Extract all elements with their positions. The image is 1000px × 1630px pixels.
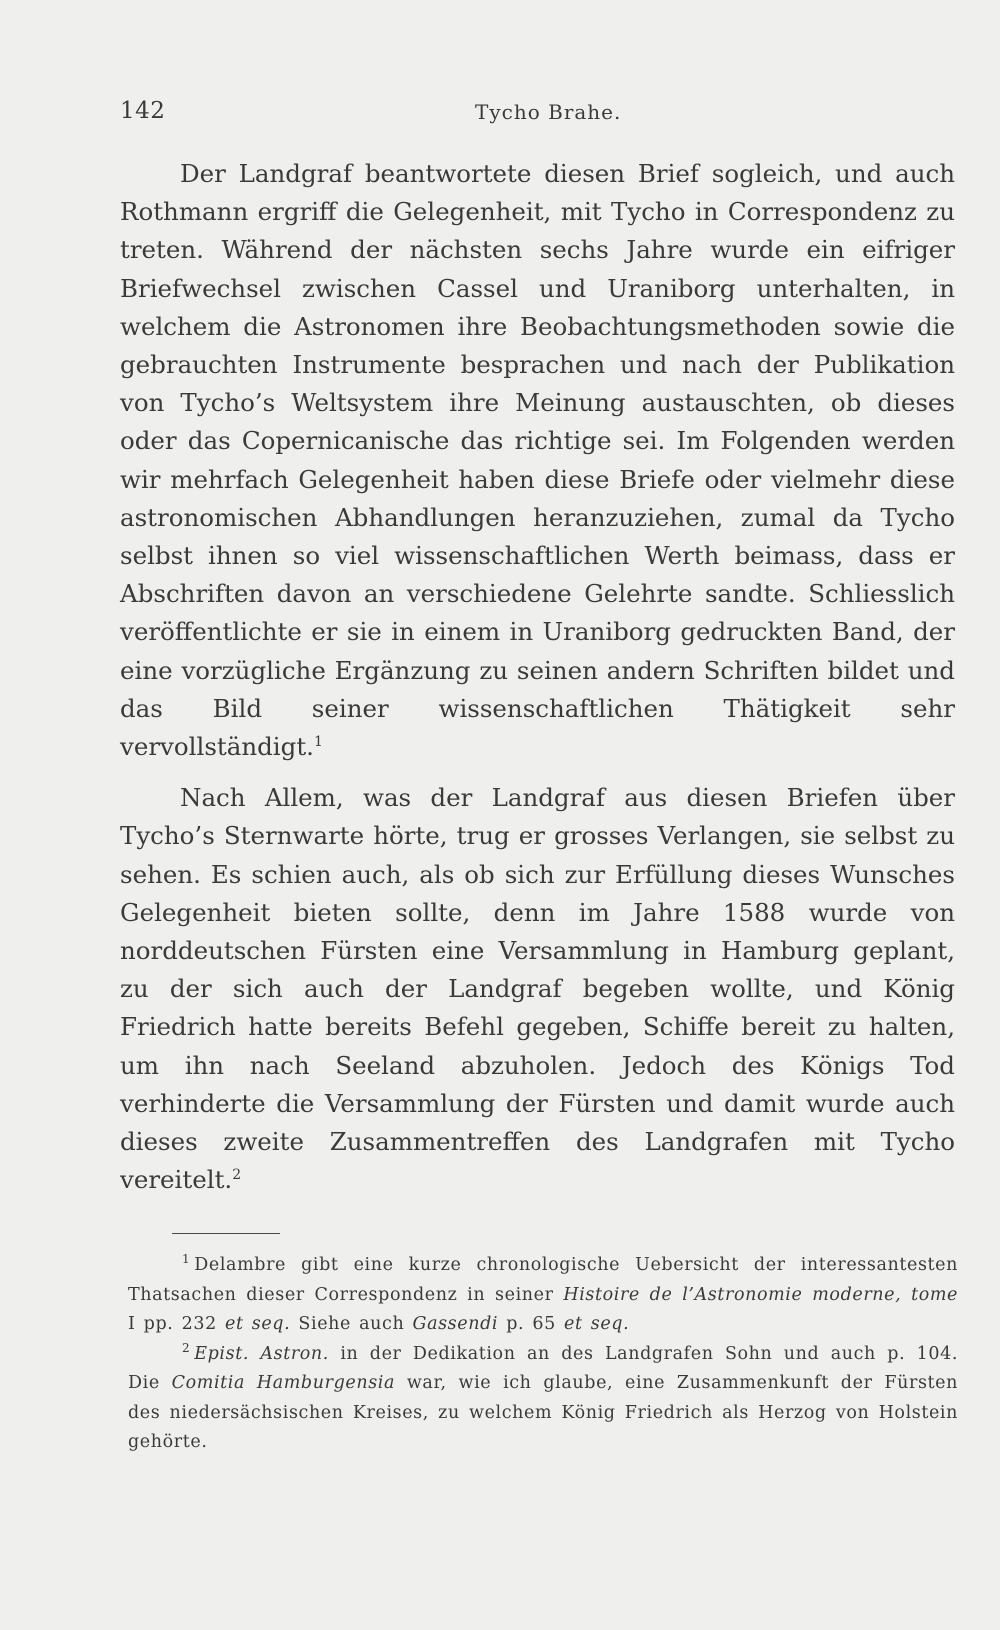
footnote-1-etseq-b: et seq. <box>564 1314 630 1334</box>
footnote-ref-1: 1 <box>313 733 323 750</box>
page-number: 142 <box>120 98 166 124</box>
footnote-1-text-b: I pp. 232 <box>128 1314 225 1334</box>
footnote-1-etseq-a: et seq. <box>224 1314 291 1334</box>
footnote-2 <box>128 1340 958 1458</box>
footnote-1-title: Histoire de l’Astronomie moderne, tome <box>563 1284 958 1305</box>
footnote-2-source: Epist. Astron. <box>194 1343 329 1364</box>
footnotes <box>128 1251 958 1458</box>
footnote-2-text-b: war, wie ich glaube, eine Zusammenkunft der Fürsten des niedersächsischen Kreises, zu welchem König Friedrich als Herzog von Holstein gehörte. <box>128 1373 958 1452</box>
footnote-1-text-d: p. 65 <box>498 1314 565 1334</box>
main-text <box>120 155 955 1199</box>
footnote-1-text-a: Delambre gibt eine kurze chronologische Uebersicht der interessantesten Thatsachen dieser Correspondenz in seiner <box>128 1255 958 1305</box>
paragraph-2-text: Nach Allem, was der Landgraf aus diesen Briefen über Tycho’s Sternwarte hörte, trug er grosses Verlangen, sie selbst zu sehen. Es schien auch, als ob sich zur Erfüllung dieses Wunsches Gelegenheit bieten sollte, denn im Jahre 1588 wurde von norddeutschen Fürsten eine Versammlung in Hamburg geplant, zu der sich auch der Landgraf begeben wollte, und König Friedrich hatte bereits Befehl gegeben, Schiffe bereit zu halten, um ihn nach Seeland abzuholen. Jedoch des Königs Tod verhinderte die Versammlung der Fürsten und damit wurde auch dieses zweite Zusammentreffen des Landgrafen mit Tycho vereitelt. <box>120 783 955 1195</box>
paragraph-2 <box>120 779 955 1199</box>
paragraph-1-text: Der Landgraf beantwortete diesen Brief sogleich, und auch Rothmann ergriff die Gelegenheit, mit Tycho in Correspondenz zu treten. Während der nächsten sechs Jahre wurde ein eifriger Briefwechsel zwischen Cassel und Uraniborg unterhalten, in welchem die Astronomen ihre Beobachtungsmethoden sowie die gebrauchten Instrumente besprachen und nach der Publikation von Tycho’s Weltsystem ihre Meinung austauschten, ob dieses oder das Copernicanische das richtige sei. Im Folgenden werden wir mehrfach Gelegenheit haben diese Briefe oder vielmehr diese astronomischen Abhandlungen heranzuziehen, zumal da Tycho selbst ihnen so viel wissenschaftlichen Werth beimass, dass er Abschriften davon an verschiedene Gelehrte sandte. Schliesslich veröffentlichte er sie in einem in Uraniborg gedruckten Band, der eine vorzügliche Ergänzung zu seinen andern Schriften bildet und das Bild seiner wissenschaftlichen Thätigkeit sehr vervollständigt. <box>120 159 955 762</box>
paragraph-1 <box>120 155 955 766</box>
footnote-1-author: Gassendi <box>412 1314 499 1334</box>
footnote-1-mark: 1 <box>182 1252 191 1267</box>
footnote-1-text-c: Siehe auch <box>290 1314 413 1334</box>
footnote-ref-2: 2 <box>232 1167 242 1184</box>
footnote-divider <box>172 1233 280 1234</box>
page-header <box>120 98 955 134</box>
running-head: Tycho Brahe. <box>475 100 622 124</box>
footnote-2-text-a: in der Dedikation an des Landgrafen Sohn und auch p. 104. Die <box>128 1343 958 1393</box>
footnote-1 <box>128 1251 958 1340</box>
footnote-2-mark: 2 <box>182 1340 191 1355</box>
footnote-2-title: Comitia Hamburgensia <box>171 1373 396 1393</box>
